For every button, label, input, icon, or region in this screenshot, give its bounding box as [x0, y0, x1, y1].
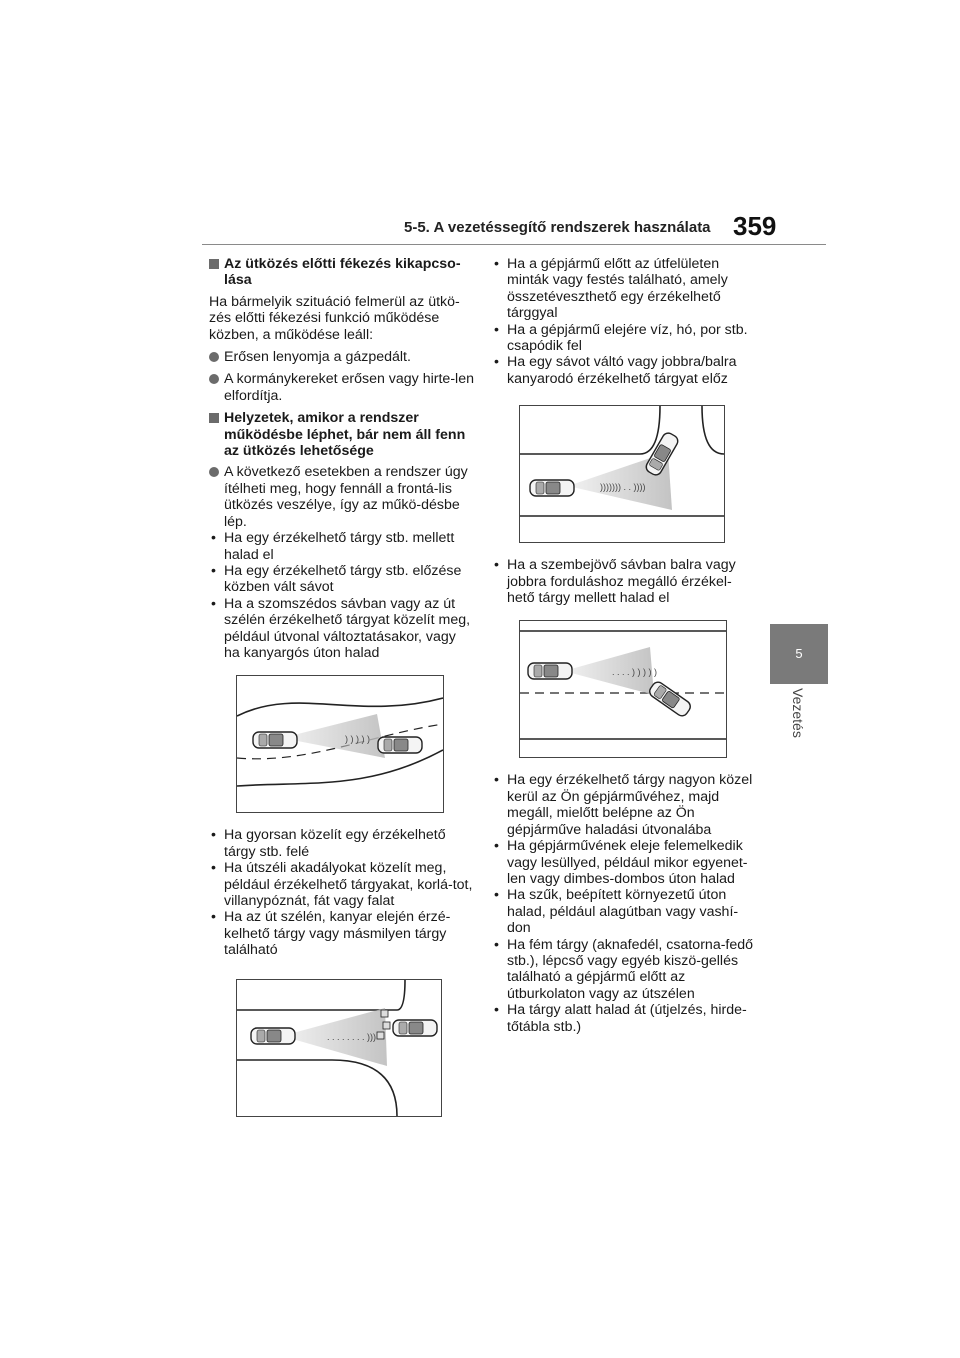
circle-item-text: A következő esetekben a rendszer úgy ítélheti meg, hogy fennáll a frontá-lis ütközés veszélye, így az műkö-désbe lép.: [224, 464, 468, 530]
list-item: • Ha gyorsan közelít egy érzékelhető tárgy stb. felé: [209, 827, 475, 860]
page-number: 359: [733, 211, 777, 241]
list-item: • Ha egy sávot váltó vagy jobbra/balra kanyarodó érzékelhető tárgyat előz: [492, 354, 758, 387]
list-item: • Ha az út szélén, kanyar elején érzé-kelhető tárgy vagy másmilyen tárgy található: [209, 909, 475, 958]
list-item: • Ha útszéli akadályokat közelít meg, például érzékelhető tárgyakat, korlá-tot, villanypóznát, fát vagy falat: [209, 860, 475, 909]
list-item: • Ha a gépjármű előtt az útfelületen minták vagy festés található, amely összetéveszthető egy érzékelhető tárggyal: [492, 256, 758, 322]
circle-item: [209, 371, 475, 404]
square-bullet-icon: [209, 259, 219, 269]
oncoming-turn-illustration: [519, 620, 727, 758]
svg-text:) ) ) ) ): ) ) ) ) ): [345, 734, 370, 745]
heading-text: Az ütközés előtti fékezés kikapcso-lása: [224, 256, 461, 289]
bullet-list: [209, 530, 475, 661]
svg-text:))))))) . . )))): ))))))) . . )))): [600, 482, 646, 493]
bullet-list: [492, 772, 758, 1035]
chapter-label: Vezetés: [790, 688, 806, 738]
bullet-list: [209, 827, 475, 958]
right-column: [492, 256, 758, 1045]
circle-bullet-icon: [209, 374, 219, 384]
svg-text:. . . . . . . . ))): . . . . . . . . ))): [327, 1031, 376, 1042]
list-item: • Ha a szomszédos sávban vagy az út szélén érzékelhető tárgyat közelít meg, például útvonal változtatásakor, vagy ha kanyargós úton halad: [209, 596, 475, 662]
chapter-tab[interactable]: [770, 624, 828, 684]
section-heading: [209, 256, 475, 289]
curved-road-illustration: [236, 675, 444, 813]
chapter-number: 5: [795, 646, 803, 661]
heading-text: Helyzetek, amikor a rendszer működésbe léphet, bár nem áll fenn az ütközés lehetősége: [224, 410, 466, 460]
left-column: [209, 256, 475, 1131]
circle-item: [209, 349, 475, 365]
section-title: 5-5. A vezetéssegítő rendszerek használata: [404, 219, 711, 236]
list-item: • Ha a gépjármű elejére víz, hó, por stb. csapódik fel: [492, 322, 758, 355]
list-item: • Ha a szembejövő sávban balra vagy jobbra forduláshoz megálló érzékel-hető tárgy mellett halad el: [492, 557, 758, 606]
road-corner-illustration: [236, 979, 442, 1117]
list-item: • Ha egy érzékelhető tárgy stb. előzése közben vált sávot: [209, 563, 475, 596]
circle-bullet-icon: [209, 352, 219, 362]
circle-item-text: Erősen lenyomja a gázpedált.: [224, 349, 411, 366]
square-bullet-icon: [209, 413, 219, 423]
bullet-list: [492, 557, 758, 606]
svg-text:. . . . ) ) ) ) ): . . . . ) ) ) ) ): [612, 667, 657, 678]
circle-item: [209, 464, 475, 530]
list-item: • Ha szűk, beépített környezetű úton halad, például alagútban vagy vashí-don: [492, 887, 758, 936]
list-item: • Ha fém tárgy (aknafedél, csatorna-fedő stb.), lépcső vagy egyéb kiszö-gellés található a gépjármű előtt az útburkolaton vagy az útszélen: [492, 937, 758, 1003]
circle-bullet-icon: [209, 467, 219, 477]
bullet-list: [492, 256, 758, 387]
circle-item-text: A kormánykereket erősen vagy hirte-len elfordítja.: [224, 371, 474, 404]
list-item: • Ha gépjárművének eleje felemelkedik vagy lesüllyed, például mikor egyenet-len vagy dimbes-dombos úton halad: [492, 838, 758, 887]
paragraph: Ha bármelyik szituáció felmerül az ütkö-zés előtti fékezési funkció működése közben, a működése leáll:: [209, 293, 460, 343]
list-item: • Ha egy érzékelhető tárgy nagyon közel kerül az Ön gépjárművéhez, majd megáll, mielőtt belépne az Ön gépjárműve haladási útvonalába: [492, 772, 758, 838]
turning-vehicle-illustration: [519, 405, 725, 543]
list-item: • Ha egy érzékelhető tárgy stb. mellett halad el: [209, 530, 475, 563]
header-rule: [202, 244, 826, 245]
section-heading: [209, 410, 475, 459]
list-item: • Ha tárgy alatt halad át (útjelzés, hirde-tőtábla stb.): [492, 1002, 758, 1035]
